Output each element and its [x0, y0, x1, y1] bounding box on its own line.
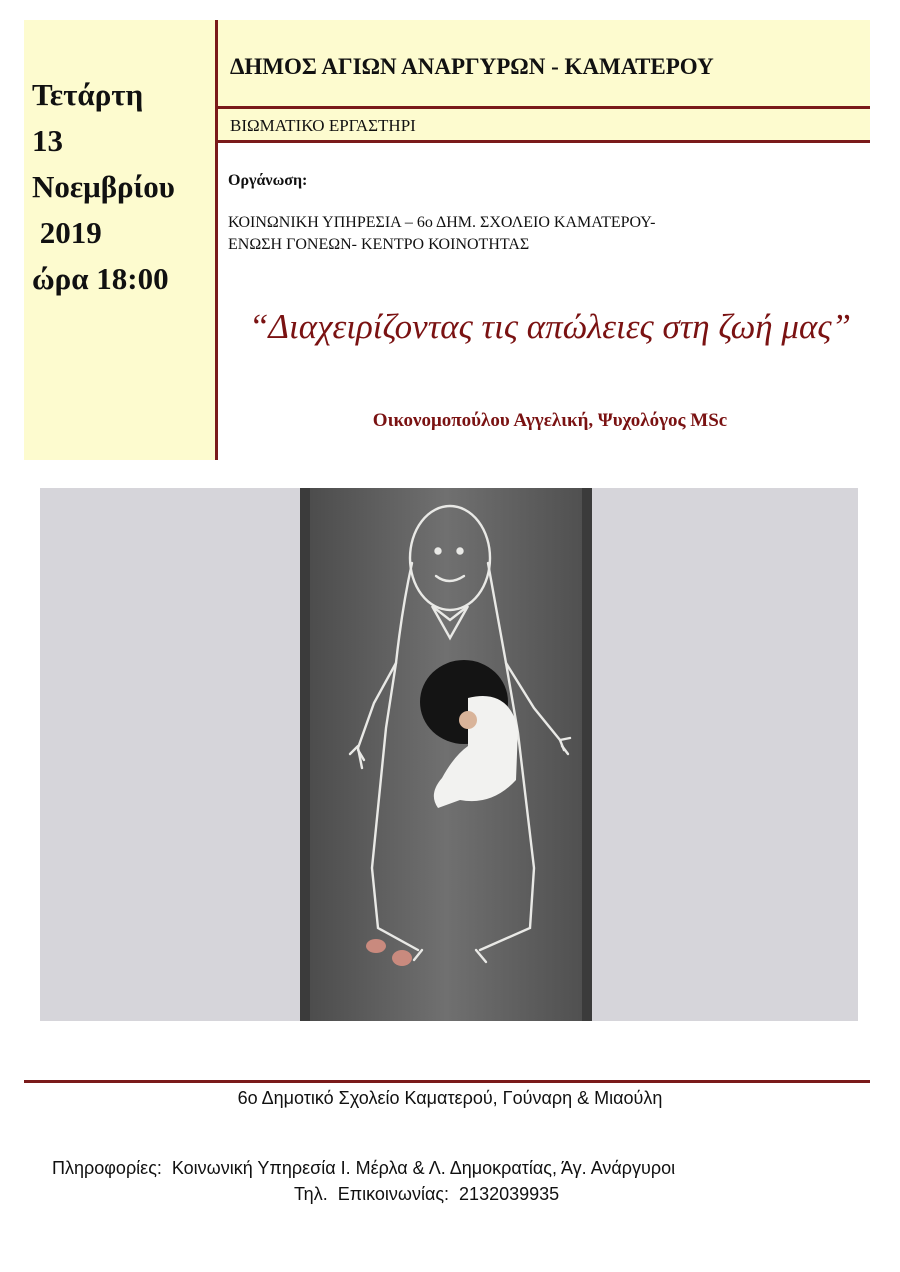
venue-address: 6ο Δημοτικό Σχολείο Καματερού, Γούναρη & Μιαούλη	[237, 1088, 663, 1108]
event-title: “Διαχειρίζοντας τις απώλειες στη ζωή μας”	[248, 307, 852, 346]
municipality-title: ΔΗΜΟΣ ΑΓΙΩΝ ΑΝΑΡΓΥΡΩΝ - ΚΑΜΑΤΕΡΟΥ	[230, 54, 714, 79]
date-day: 13	[32, 123, 63, 158]
info-line: Πληροφορίες: Κοινωνική Υπηρεσία Ι. Μέρλα & Λ. Δημοκρατίας, Άγ. Ανάργυροι	[52, 1158, 676, 1178]
footer-divider	[24, 1080, 870, 1083]
poster-photo	[40, 488, 858, 1021]
date-panel	[24, 20, 217, 460]
workshop-label: ΒΙΩΜΑΤΙΚΟ ΕΡΓΑΣΤΗΡΙ	[230, 116, 416, 135]
chalk-drawing-illustration	[40, 488, 858, 1021]
organization-label: Οργάνωση:	[228, 172, 308, 189]
event-speaker: Οικονομοπούλου Αγγελική, Ψυχολόγος MSc	[372, 410, 728, 431]
date-weekday: Τετάρτη	[32, 77, 144, 112]
date-year: 2019	[32, 215, 102, 250]
date-block	[32, 72, 175, 302]
organization-line-2: ΕΝΩΣΗ ΓΟΝΕΩΝ- ΚΕΝΤΡΟ ΚΟΙΝΟΤΗΤΑΣ	[228, 236, 530, 253]
date-time: ώρα 18:00	[32, 261, 169, 296]
organization-line-1: ΚΟΙΝΩΝΙΚΗ ΥΠΗΡΕΣΙΑ – 6ο ΔΗΜ. ΣΧΟΛΕΙΟ ΚΑΜΑΤΕΡΟΥ-	[228, 214, 656, 231]
subheader-divider	[218, 140, 870, 143]
date-month: Νοεμβρίου	[32, 169, 175, 204]
organization-text	[228, 212, 655, 256]
phone-line: Τηλ. Επικοινωνίας: 2132039935	[294, 1184, 560, 1204]
